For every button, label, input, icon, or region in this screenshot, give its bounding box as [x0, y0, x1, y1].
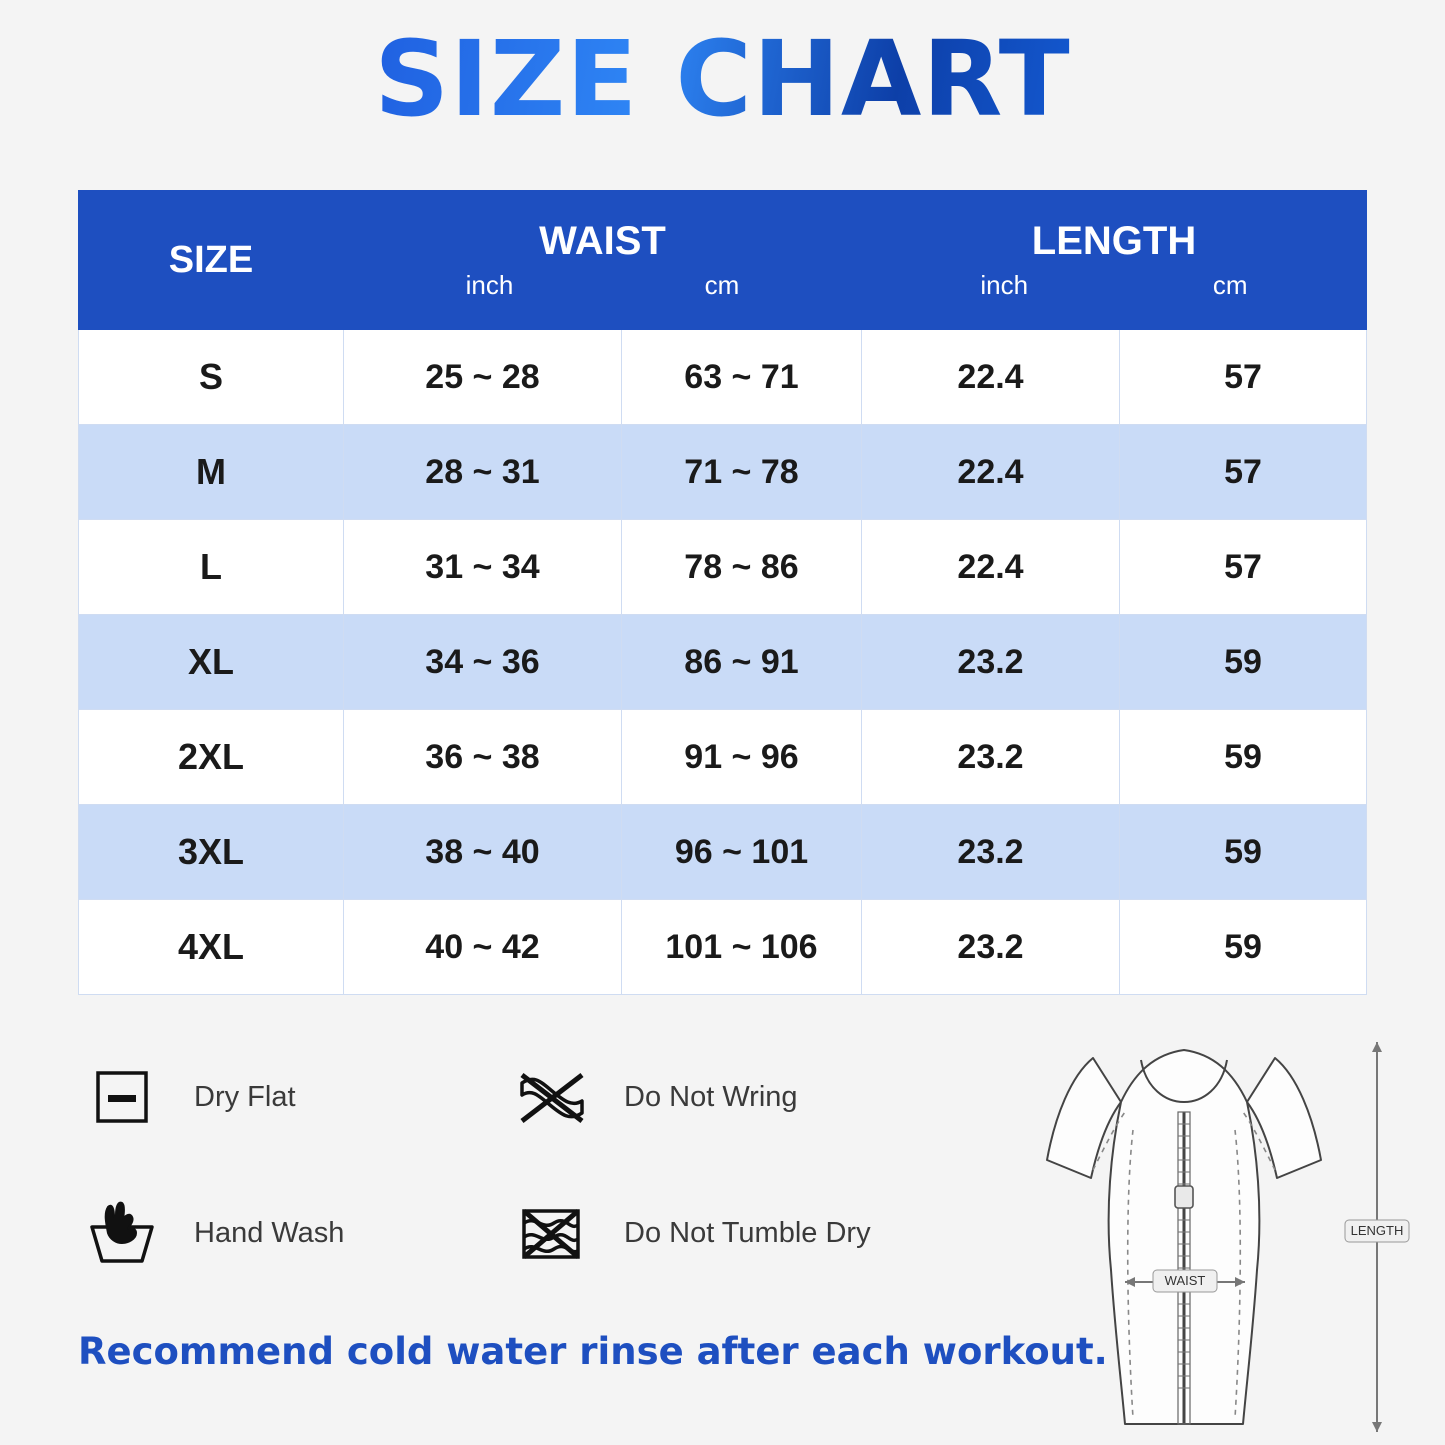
- header-length: [862, 191, 1367, 330]
- cell-length-inch: 22.4: [862, 425, 1120, 520]
- cell-waist-cm: 78 ~ 86: [622, 520, 862, 615]
- cell-waist-cm: 91 ~ 96: [622, 710, 862, 805]
- cell-waist-inch: 28 ~ 31: [344, 425, 622, 520]
- header-length-unit-cm: cm: [1212, 270, 1248, 300]
- waist-tag-label: WAIST: [1164, 1273, 1206, 1288]
- care-label: Dry Flat: [194, 1080, 296, 1113]
- cell-size: XL: [79, 615, 344, 710]
- header-waist: [344, 191, 862, 330]
- table-row: [79, 615, 1367, 710]
- header-waist-label: WAIST: [539, 219, 666, 263]
- cell-waist-cm: 71 ~ 78: [622, 425, 862, 520]
- cell-waist-inch: 25 ~ 28: [344, 330, 622, 425]
- recommend-note: Recommend cold water rinse after each workout.: [78, 1330, 1108, 1373]
- cell-length-inch: 22.4: [862, 520, 1120, 615]
- cell-waist-cm: 63 ~ 71: [622, 330, 862, 425]
- header-size-label: SIZE: [168, 238, 254, 281]
- care-instructions: [80, 1055, 960, 1327]
- header-size: [79, 191, 344, 330]
- cell-size: 2XL: [79, 710, 344, 805]
- cell-length-cm: 57: [1120, 425, 1367, 520]
- table-row: [79, 805, 1367, 900]
- table-row: [79, 330, 1367, 425]
- care-item-do-not-wring: [510, 1055, 940, 1139]
- cell-size: M: [79, 425, 344, 520]
- care-item-do-not-tumble-dry: [510, 1191, 940, 1275]
- header-length-unit-inch: inch: [980, 270, 1029, 300]
- cell-waist-inch: 38 ~ 40: [344, 805, 622, 900]
- cell-waist-inch: 34 ~ 36: [344, 615, 622, 710]
- cell-length-inch: 23.2: [862, 710, 1120, 805]
- table-row: [79, 520, 1367, 615]
- length-tag-label: LENGTH: [1350, 1223, 1404, 1238]
- garment-illustration: [975, 1020, 1415, 1440]
- page-title: SIZE CHART: [0, 18, 1445, 140]
- table-row: [79, 425, 1367, 520]
- do-not-tumble-dry-icon: [510, 1191, 594, 1275]
- table-body: [79, 330, 1367, 995]
- cell-length-cm: 57: [1120, 330, 1367, 425]
- table-header: [79, 191, 1367, 330]
- care-label: Do Not Tumble Dry: [624, 1216, 871, 1249]
- size-chart-table: [78, 190, 1367, 995]
- cell-length-inch: 23.2: [862, 900, 1120, 995]
- cell-waist-inch: 36 ~ 38: [344, 710, 622, 805]
- table-row: [79, 900, 1367, 995]
- cell-size: 4XL: [79, 900, 344, 995]
- cell-size: L: [79, 520, 344, 615]
- cell-length-inch: 23.2: [862, 615, 1120, 710]
- header-waist-unit-cm: cm: [704, 270, 740, 300]
- cell-length-cm: 59: [1120, 900, 1367, 995]
- cell-waist-cm: 101 ~ 106: [622, 900, 862, 995]
- care-item-hand-wash: [80, 1191, 510, 1275]
- cell-length-inch: 22.4: [862, 330, 1120, 425]
- header-length-label: LENGTH: [1031, 219, 1197, 263]
- cell-length-cm: 57: [1120, 520, 1367, 615]
- do-not-wring-icon: [510, 1055, 594, 1139]
- cell-length-cm: 59: [1120, 805, 1367, 900]
- cell-length-inch: 23.2: [862, 805, 1120, 900]
- care-row-1: [80, 1055, 960, 1139]
- care-label: Hand Wash: [194, 1216, 345, 1249]
- cell-waist-inch: 31 ~ 34: [344, 520, 622, 615]
- cell-size: S: [79, 330, 344, 425]
- cell-waist-inch: 40 ~ 42: [344, 900, 622, 995]
- care-row-2: [80, 1191, 960, 1275]
- hand-wash-icon: [80, 1191, 164, 1275]
- care-item-dry-flat: [80, 1055, 510, 1139]
- cell-size: 3XL: [79, 805, 344, 900]
- cell-waist-cm: 86 ~ 91: [622, 615, 862, 710]
- dry-flat-icon: [80, 1055, 164, 1139]
- care-label: Do Not Wring: [624, 1080, 798, 1113]
- cell-length-cm: 59: [1120, 710, 1367, 805]
- cell-waist-cm: 96 ~ 101: [622, 805, 862, 900]
- header-waist-unit-inch: inch: [465, 270, 514, 300]
- cell-length-cm: 59: [1120, 615, 1367, 710]
- table-row: [79, 710, 1367, 805]
